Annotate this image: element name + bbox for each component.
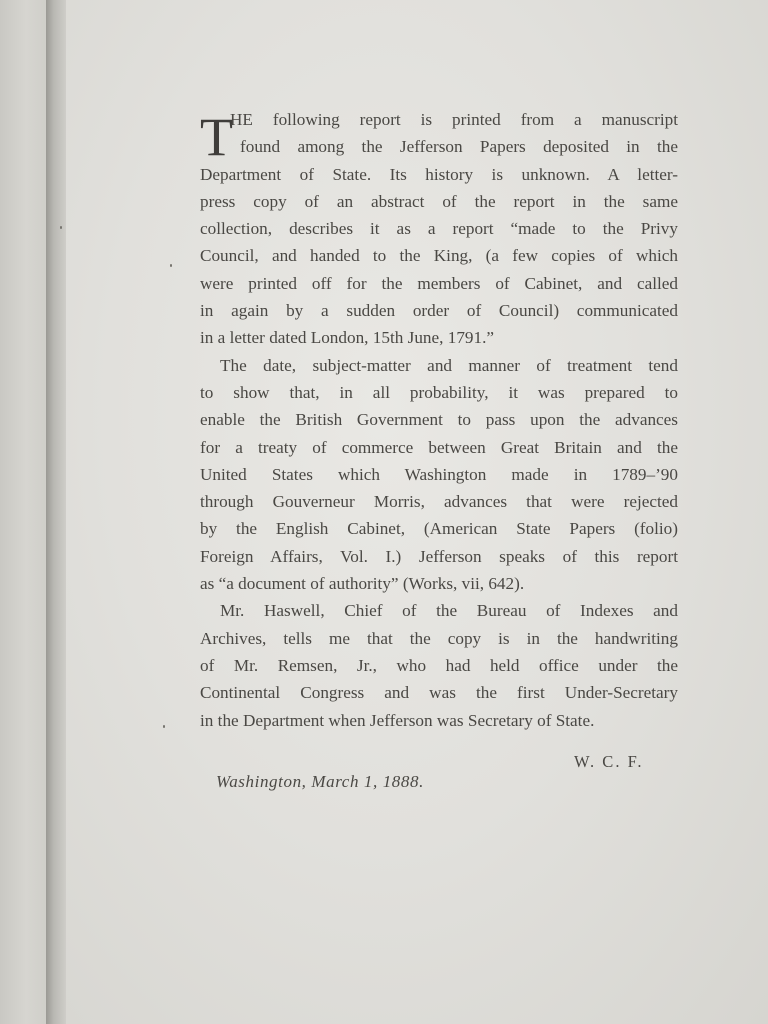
paragraph-1-line-3: Department of State. Its history is unknown. A letter-: [200, 164, 678, 184]
left-page-edge: [0, 0, 48, 1024]
paragraph-3-line-1: Mr. Haswell, Chief of the Bureau of Indexes and: [220, 601, 678, 621]
page-speck: [163, 725, 165, 728]
paragraph-2-line-1: The date, subject-matter and manner of treatment tend: [220, 355, 678, 375]
page-speck: [170, 264, 172, 267]
book-gutter: [46, 0, 68, 1024]
paragraph-3-line-3: of Mr. Remsen, Jr., who had held office under the: [200, 655, 678, 675]
paragraph-1-line-8: in again by a sudden order of Council) communicated: [200, 301, 678, 321]
paragraph-2-line-4: for a treaty of commerce between Great Britain and the: [200, 437, 678, 457]
paragraph-2-line-5: United States which Washington made in 1789–’90: [200, 464, 678, 484]
paragraph-2-line-3: enable the British Government to pass upon the advances: [200, 410, 678, 430]
paragraph-2-line-2: to show that, in all probability, it was prepared to: [200, 382, 678, 402]
page-speck: [60, 226, 62, 229]
report-text: [200, 106, 678, 734]
paragraph-2-line-9: as “a document of authority” (Works, vii, 642).: [200, 574, 525, 594]
drop-cap: T: [200, 107, 233, 167]
paragraph-1-line-6: Council, and handed to the King, (a few copies of which: [200, 246, 678, 266]
paragraph-3-line-5: in the Department when Jefferson was Secretary of State.: [200, 710, 595, 730]
paragraph-2-line-8: Foreign Affairs, Vol. I.) Jefferson speaks of this report: [200, 546, 678, 566]
paragraph-1-line-9: in a letter dated London, 15th June, 1791.”: [200, 328, 495, 348]
paragraph-1-line-4: press copy of an abstract of the report in the same: [200, 191, 678, 211]
signature-initials: W. C. F.: [574, 752, 644, 771]
paragraph-1-line-5: collection, describes it as a report “made to the Privy: [200, 219, 678, 239]
paragraph-3-line-4: Continental Congress and was the first Under-Secretary: [200, 683, 678, 703]
paragraph-2-line-6: through Gouverneur Morris, advances that were rejected: [200, 492, 678, 512]
paragraph-2-line-7: by the English Cabinet, (American State Papers (folio): [200, 519, 678, 539]
paragraph-1-line-2: found among the Jefferson Papers deposited in the: [240, 137, 678, 157]
paragraph-3-line-2: Archives, tells me that the copy is in the handwriting: [200, 628, 678, 648]
dateline: Washington, March 1, 1888.: [216, 772, 424, 791]
paragraph-1-line-1: HE following report is printed from a manuscript: [230, 110, 678, 129]
paragraph-1-line-7: were printed off for the members of Cabinet, and called: [200, 273, 678, 293]
